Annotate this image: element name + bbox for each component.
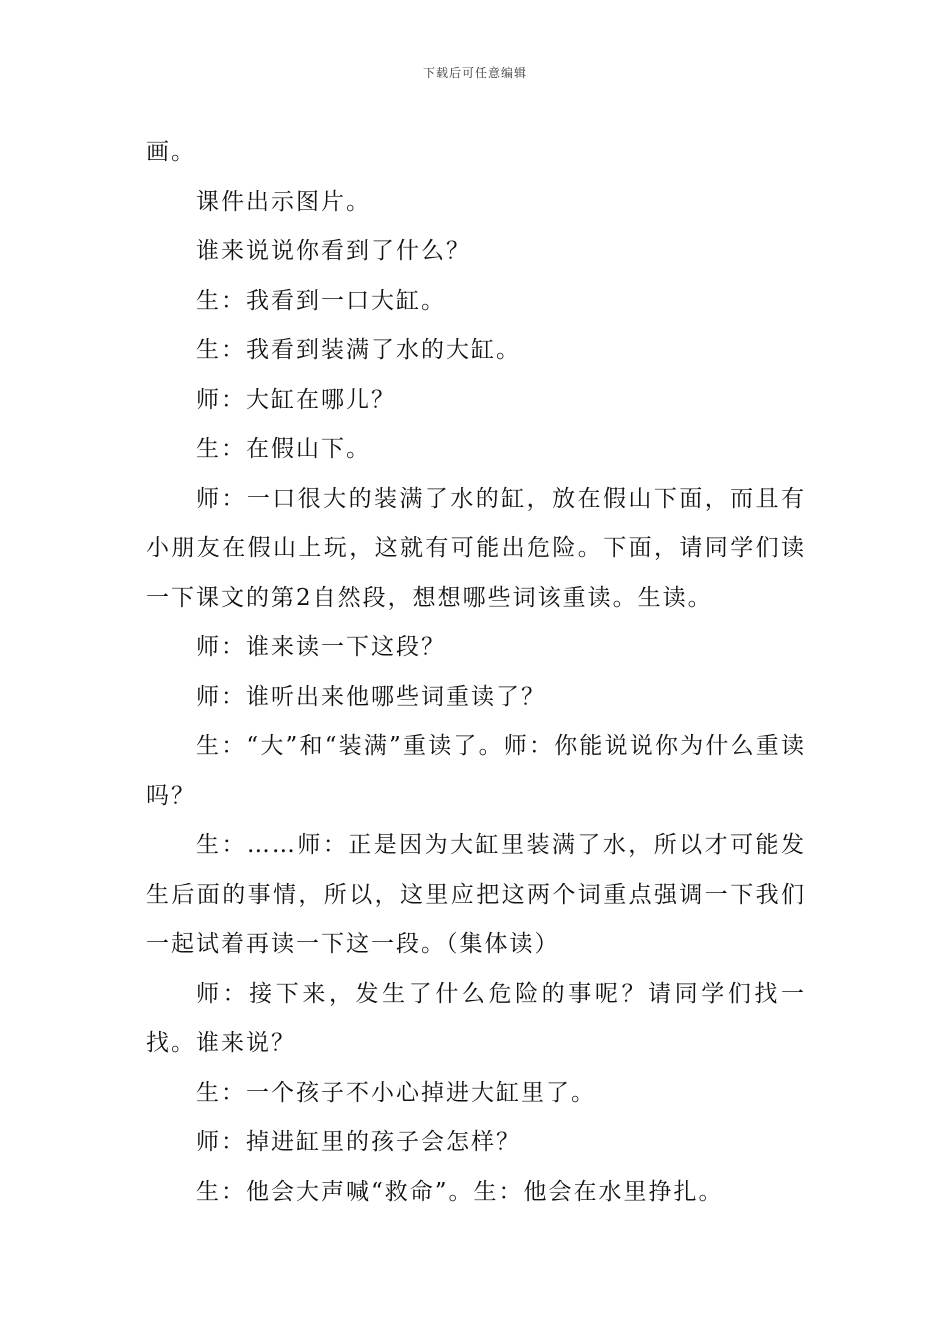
- paragraph: 生：一个孩子不小心掉进大缸里了。: [196, 1079, 596, 1106]
- paragraph: 生：他会大声喊“救命”。生：他会在水里挣扎。: [196, 1178, 724, 1205]
- paragraph: 师：谁来读一下这段？: [196, 634, 446, 660]
- paragraph: 生：在假山下。: [196, 436, 371, 462]
- paragraph: 谁来说说你看到了什么？: [196, 238, 471, 264]
- paragraph: 师：接下来，发生了什么危险的事呢？请同学们找一找。谁来说？: [146, 980, 806, 1056]
- paragraph: 画。: [146, 139, 196, 165]
- paragraph: 师：一口很大的装满了水的缸，放在假山下面，而且有小朋友在假山上玩，这就有可能出危险。下面，请同学们读一下课文的第2自然段，想想哪些词该重读。生读。: [146, 485, 806, 611]
- page-header: 下载后可任意编辑: [422, 66, 527, 80]
- paragraph: 生：“大”和“装满”重读了。师：你能说说你为什么重读吗？: [146, 733, 806, 809]
- paragraph: 生：我看到一口大缸。: [196, 287, 446, 314]
- paragraph: 师：谁听出来他哪些词重读了？: [196, 683, 546, 710]
- paragraph: 生：……师：正是因为大缸里装满了水，所以才可能发生后面的事情，所以，这里应把这两个词重点强调一下我们一起试着再读一下这一段。（集体读）: [146, 832, 806, 957]
- paragraph: 师：大缸在哪儿？: [196, 386, 396, 413]
- paragraph: 师：掉进缸里的孩子会怎样？: [196, 1129, 521, 1155]
- paragraph: 课件出示图片。: [196, 188, 371, 215]
- paragraph: 生：我看到装满了水的大缸。: [196, 337, 521, 363]
- document-body: [146, 128, 806, 1217]
